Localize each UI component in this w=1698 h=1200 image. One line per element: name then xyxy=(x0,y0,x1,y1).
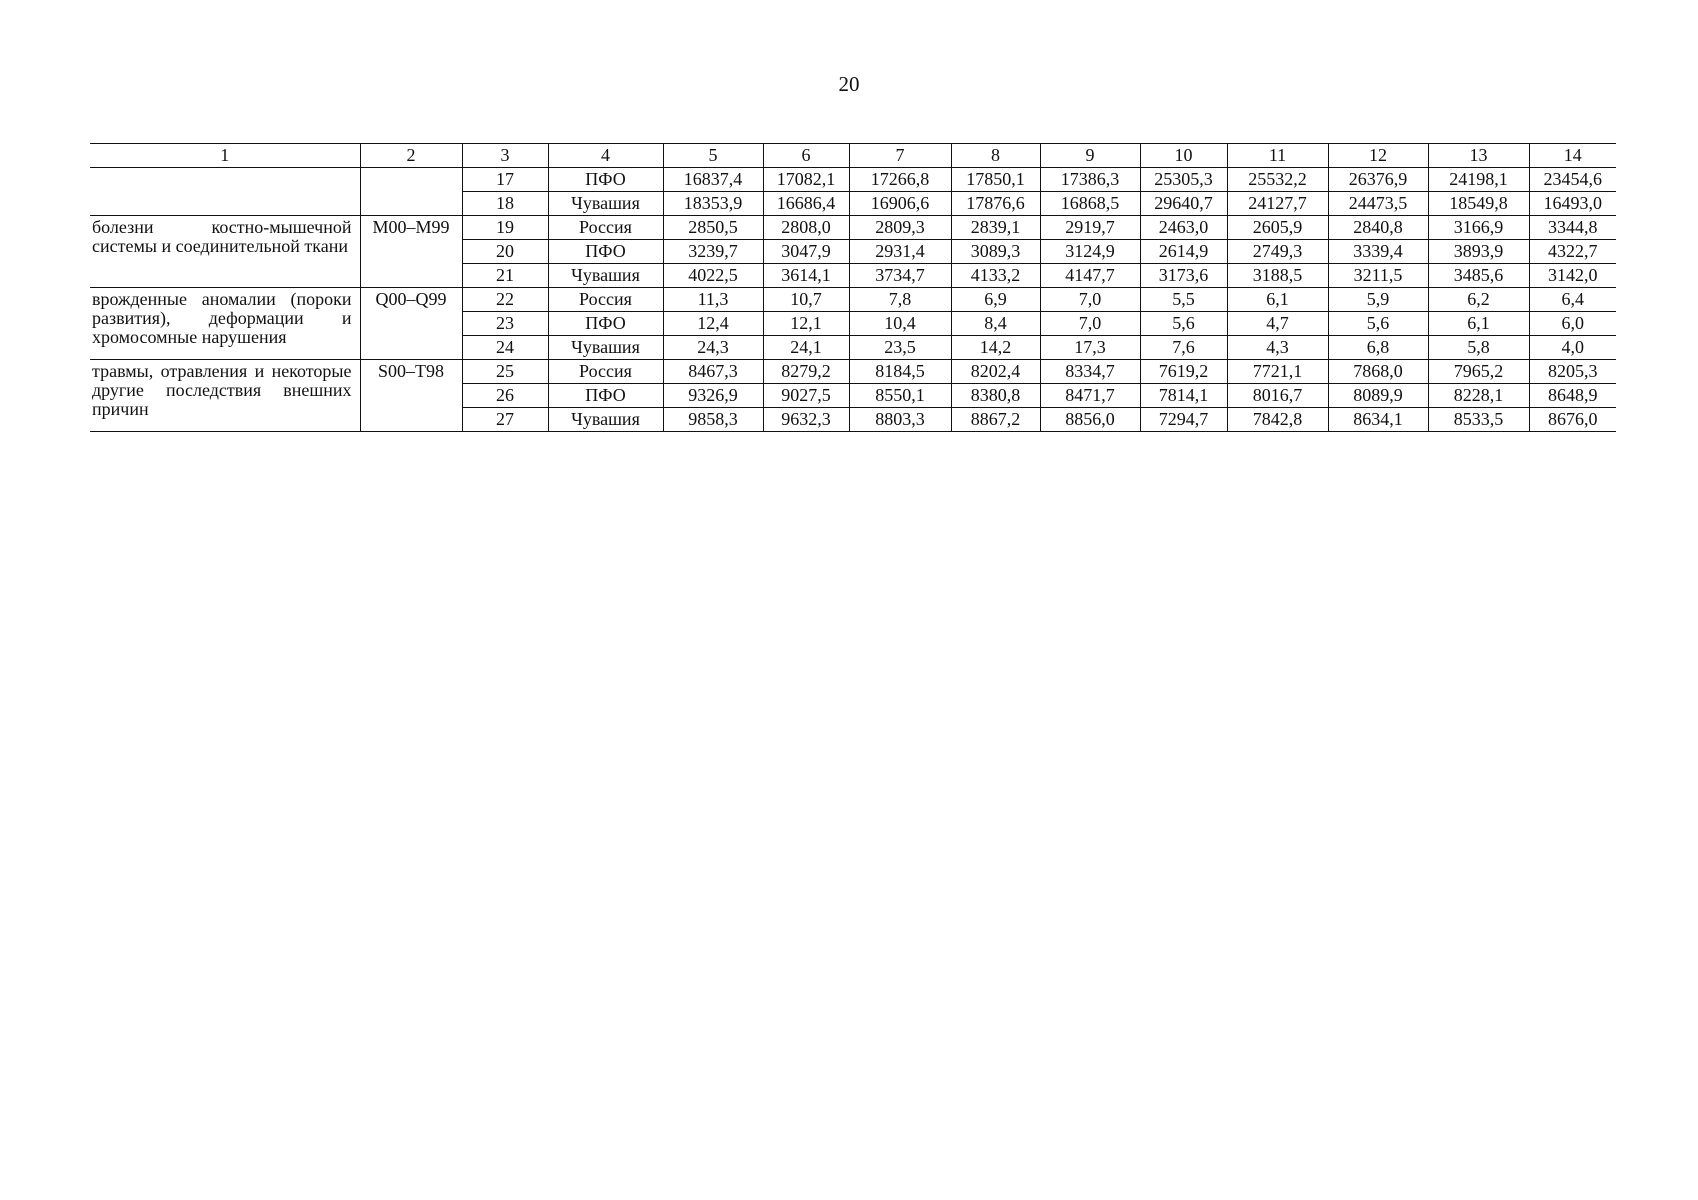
value-cell: 7965,2 xyxy=(1428,360,1529,384)
value-cell: 16686,4 xyxy=(763,192,849,216)
value-cell: 14,2 xyxy=(951,336,1040,360)
region-cell: Чувашия xyxy=(548,264,663,288)
value-cell: 2931,4 xyxy=(849,240,951,264)
value-cell: 12,1 xyxy=(763,312,849,336)
region-cell: ПФО xyxy=(548,312,663,336)
value-cell: 4322,7 xyxy=(1529,240,1616,264)
value-cell: 2605,9 xyxy=(1227,216,1328,240)
value-cell: 8634,1 xyxy=(1328,408,1428,432)
value-cell: 7619,2 xyxy=(1140,360,1227,384)
value-cell: 7294,7 xyxy=(1140,408,1227,432)
value-cell: 2850,5 xyxy=(663,216,763,240)
value-cell: 5,6 xyxy=(1328,312,1428,336)
region-cell: ПФО xyxy=(548,168,663,192)
value-cell: 8856,0 xyxy=(1040,408,1140,432)
value-cell: 2808,0 xyxy=(763,216,849,240)
value-cell: 17386,3 xyxy=(1040,168,1140,192)
value-cell: 8205,3 xyxy=(1529,360,1616,384)
value-cell: 3166,9 xyxy=(1428,216,1529,240)
value-cell: 2749,3 xyxy=(1227,240,1328,264)
value-cell: 8,4 xyxy=(951,312,1040,336)
table-row xyxy=(90,216,1616,240)
value-cell: 25305,3 xyxy=(1140,168,1227,192)
value-cell: 5,5 xyxy=(1140,288,1227,312)
value-cell: 8202,4 xyxy=(951,360,1040,384)
disease-category-cell: врожденные аномалии (пороки развития), деформации и хромосомные нарушения xyxy=(90,288,360,360)
column-number-3: 3 xyxy=(462,144,548,168)
value-cell: 4147,7 xyxy=(1040,264,1140,288)
value-cell: 3614,1 xyxy=(763,264,849,288)
row-number-cell: 19 xyxy=(462,216,548,240)
statistics-table xyxy=(90,143,1616,432)
row-number-cell: 20 xyxy=(462,240,548,264)
value-cell: 8228,1 xyxy=(1428,384,1529,408)
value-cell: 4,0 xyxy=(1529,336,1616,360)
value-cell: 7,0 xyxy=(1040,288,1140,312)
column-number-1: 1 xyxy=(90,144,360,168)
value-cell: 6,9 xyxy=(951,288,1040,312)
value-cell: 16868,5 xyxy=(1040,192,1140,216)
value-cell: 9326,9 xyxy=(663,384,763,408)
value-cell: 3124,9 xyxy=(1040,240,1140,264)
value-cell: 2839,1 xyxy=(951,216,1040,240)
column-number-5: 5 xyxy=(663,144,763,168)
row-number-cell: 27 xyxy=(462,408,548,432)
value-cell: 3142,0 xyxy=(1529,264,1616,288)
value-cell: 17266,8 xyxy=(849,168,951,192)
value-cell: 2840,8 xyxy=(1328,216,1428,240)
value-cell: 7868,0 xyxy=(1328,360,1428,384)
value-cell: 5,8 xyxy=(1428,336,1529,360)
value-cell: 10,4 xyxy=(849,312,951,336)
row-number-cell: 23 xyxy=(462,312,548,336)
column-number-6: 6 xyxy=(763,144,849,168)
icd-code-cell: S00–T98 xyxy=(360,360,462,432)
value-cell: 8803,3 xyxy=(849,408,951,432)
value-cell: 6,1 xyxy=(1227,288,1328,312)
value-cell: 7,8 xyxy=(849,288,951,312)
value-cell: 5,9 xyxy=(1328,288,1428,312)
column-number-14: 14 xyxy=(1529,144,1616,168)
value-cell: 18353,9 xyxy=(663,192,763,216)
disease-category-cell: болезни костно-мышечной системы и соединительной ткани xyxy=(90,216,360,288)
value-cell: 17850,1 xyxy=(951,168,1040,192)
value-cell: 3211,5 xyxy=(1328,264,1428,288)
column-number-11: 11 xyxy=(1227,144,1328,168)
value-cell: 17,3 xyxy=(1040,336,1140,360)
value-cell: 3339,4 xyxy=(1328,240,1428,264)
value-cell: 29640,7 xyxy=(1140,192,1227,216)
value-cell: 3188,5 xyxy=(1227,264,1328,288)
value-cell: 18549,8 xyxy=(1428,192,1529,216)
value-cell: 4133,2 xyxy=(951,264,1040,288)
value-cell: 6,8 xyxy=(1328,336,1428,360)
table-body xyxy=(90,168,1616,432)
value-cell: 23,5 xyxy=(849,336,951,360)
column-number-row xyxy=(90,144,1616,168)
value-cell: 5,6 xyxy=(1140,312,1227,336)
column-number-2: 2 xyxy=(360,144,462,168)
value-cell: 7721,1 xyxy=(1227,360,1328,384)
value-cell: 8533,5 xyxy=(1428,408,1529,432)
value-cell: 23454,6 xyxy=(1529,168,1616,192)
column-number-8: 8 xyxy=(951,144,1040,168)
value-cell: 9027,5 xyxy=(763,384,849,408)
disease-category-cell xyxy=(90,168,360,216)
value-cell: 6,0 xyxy=(1529,312,1616,336)
region-cell: Россия xyxy=(548,216,663,240)
value-cell: 7,0 xyxy=(1040,312,1140,336)
value-cell: 24,1 xyxy=(763,336,849,360)
value-cell: 3734,7 xyxy=(849,264,951,288)
column-number-10: 10 xyxy=(1140,144,1227,168)
icd-code-cell: Q00–Q99 xyxy=(360,288,462,360)
value-cell: 17082,1 xyxy=(763,168,849,192)
value-cell: 2919,7 xyxy=(1040,216,1140,240)
value-cell: 6,1 xyxy=(1428,312,1529,336)
value-cell: 8380,8 xyxy=(951,384,1040,408)
value-cell: 16837,4 xyxy=(663,168,763,192)
value-cell: 24127,7 xyxy=(1227,192,1328,216)
page-number: 20 xyxy=(838,72,860,96)
row-number-cell: 21 xyxy=(462,264,548,288)
value-cell: 8016,7 xyxy=(1227,384,1328,408)
value-cell: 6,4 xyxy=(1529,288,1616,312)
row-number-cell: 18 xyxy=(462,192,548,216)
value-cell: 12,4 xyxy=(663,312,763,336)
value-cell: 8334,7 xyxy=(1040,360,1140,384)
value-cell: 4,3 xyxy=(1227,336,1328,360)
row-number-cell: 22 xyxy=(462,288,548,312)
icd-code-cell: M00–M99 xyxy=(360,216,462,288)
row-number-cell: 25 xyxy=(462,360,548,384)
row-number-cell: 24 xyxy=(462,336,548,360)
value-cell: 25532,2 xyxy=(1227,168,1328,192)
value-cell: 3173,6 xyxy=(1140,264,1227,288)
value-cell: 17876,6 xyxy=(951,192,1040,216)
value-cell: 6,2 xyxy=(1428,288,1529,312)
value-cell: 26376,9 xyxy=(1328,168,1428,192)
value-cell: 3485,6 xyxy=(1428,264,1529,288)
value-cell: 3089,3 xyxy=(951,240,1040,264)
region-cell: Чувашия xyxy=(548,192,663,216)
row-number-cell: 26 xyxy=(462,384,548,408)
column-number-9: 9 xyxy=(1040,144,1140,168)
value-cell: 7814,1 xyxy=(1140,384,1227,408)
value-cell: 9632,3 xyxy=(763,408,849,432)
region-cell: ПФО xyxy=(548,384,663,408)
value-cell: 8184,5 xyxy=(849,360,951,384)
value-cell: 7842,8 xyxy=(1227,408,1328,432)
row-number-cell: 17 xyxy=(462,168,548,192)
table-row xyxy=(90,360,1616,384)
value-cell: 2614,9 xyxy=(1140,240,1227,264)
region-cell: ПФО xyxy=(548,240,663,264)
column-number-4: 4 xyxy=(548,144,663,168)
value-cell: 8867,2 xyxy=(951,408,1040,432)
value-cell: 3893,9 xyxy=(1428,240,1529,264)
value-cell: 4022,5 xyxy=(663,264,763,288)
value-cell: 8648,9 xyxy=(1529,384,1616,408)
value-cell: 24,3 xyxy=(663,336,763,360)
region-cell: Чувашия xyxy=(548,336,663,360)
column-number-7: 7 xyxy=(849,144,951,168)
icd-code-cell xyxy=(360,168,462,216)
value-cell: 16906,6 xyxy=(849,192,951,216)
region-cell: Чувашия xyxy=(548,408,663,432)
value-cell: 10,7 xyxy=(763,288,849,312)
value-cell: 4,7 xyxy=(1227,312,1328,336)
value-cell: 24473,5 xyxy=(1328,192,1428,216)
disease-category-cell: травмы, отравления и некоторые другие последствия внешних причин xyxy=(90,360,360,432)
value-cell: 2463,0 xyxy=(1140,216,1227,240)
value-cell: 8467,3 xyxy=(663,360,763,384)
value-cell: 3344,8 xyxy=(1529,216,1616,240)
value-cell: 8676,0 xyxy=(1529,408,1616,432)
value-cell: 11,3 xyxy=(663,288,763,312)
table-row xyxy=(90,168,1616,192)
value-cell: 8550,1 xyxy=(849,384,951,408)
region-cell: Россия xyxy=(548,360,663,384)
value-cell: 8471,7 xyxy=(1040,384,1140,408)
table-row xyxy=(90,288,1616,312)
value-cell: 8089,9 xyxy=(1328,384,1428,408)
value-cell: 3047,9 xyxy=(763,240,849,264)
value-cell: 8279,2 xyxy=(763,360,849,384)
value-cell: 3239,7 xyxy=(663,240,763,264)
column-number-12: 12 xyxy=(1328,144,1428,168)
value-cell: 24198,1 xyxy=(1428,168,1529,192)
column-number-13: 13 xyxy=(1428,144,1529,168)
value-cell: 7,6 xyxy=(1140,336,1227,360)
value-cell: 2809,3 xyxy=(849,216,951,240)
region-cell: Россия xyxy=(548,288,663,312)
value-cell: 9858,3 xyxy=(663,408,763,432)
value-cell: 16493,0 xyxy=(1529,192,1616,216)
